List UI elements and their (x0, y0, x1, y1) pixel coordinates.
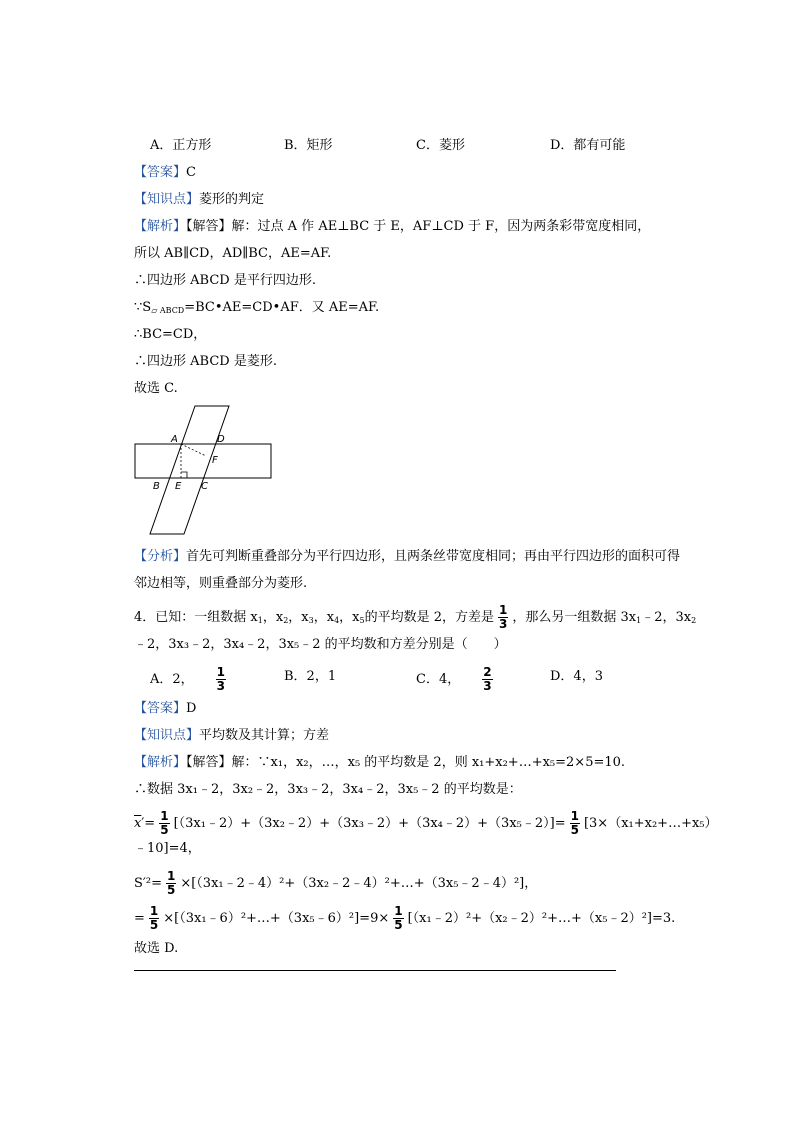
rhombus-figure (134, 404, 274, 536)
horizontal-strip (135, 444, 271, 478)
q3-solution-line: ∴四边形 ABCD 是菱形. (134, 354, 277, 369)
q4-solution-line: ∴数据 3x₁﹣2，3x₂﹣2，3x₃﹣2，3x₄﹣2，3x₅﹣2 的平均数是： (134, 782, 522, 797)
label-c: C (201, 481, 208, 492)
q3-fenxi: 【分析】首先可判断重叠部分为平行四边形，且两条丝带宽度相同；再由平行四边形的面积可得 (134, 549, 681, 564)
q4-mean-line: ﹣10]=4， (134, 841, 201, 856)
option-c: C．菱形 (416, 138, 465, 153)
option-b: B．矩形 (284, 138, 333, 153)
q3-solution-line: 所以 AB∥CD，AD∥BC，AE=AF. (134, 246, 332, 261)
label-b: B (153, 481, 160, 492)
q4-variance-line: S′²= $\frac{1}{5}$ ×[（3x₁﹣2﹣4）²+（3x₂﹣2﹣4）²+…+（3x₅﹣2﹣4）²]， (134, 869, 538, 897)
q4-option-d: D．4，3 (550, 669, 603, 684)
q4-stem: 4．已知：一组数据 $x_1$，$x_2$，$x_3$，$x_4$，$x_5$的平均数是 2，方差是 $\frac{1}{3}$ ，那么另一组数据 $3x_1﹣2$，$3x_2$ (134, 603, 697, 631)
fraction: $\frac{1}{3}$ (499, 603, 508, 631)
q3-answer: 【答案】C (134, 165, 196, 180)
q3-solution-line: 故选 C. (134, 381, 178, 396)
q3-knowledge-point: 【知识点】菱形的判定 (134, 192, 265, 207)
q3-solution-line: 【解析】【解答】解：过点 A 作 AE⊥BC 于 E，AF⊥CD 于 F，因为两条彩带宽度相同， (134, 219, 651, 234)
q4-answer: 【答案】D (134, 701, 197, 716)
q4-option-c: C．4， $\frac{2}{3}$ (416, 665, 492, 693)
q4-solution-line: 【解析】【解答】解：∵x₁，x₂，…，x₅ 的平均数是 2，则 x₁+x₂+…+x₅=2×5=10. (134, 755, 626, 770)
q3-solution-line: ∴四边形 ABCD 是平行四边形. (134, 273, 316, 288)
q4-option-b: B．2，1 (284, 669, 337, 684)
label-f: F (212, 455, 218, 466)
option-d: D．都有可能 (550, 138, 626, 153)
right-angle-e (181, 472, 187, 478)
divider (134, 970, 616, 971)
q4-final: 故选 D. (134, 941, 179, 956)
q4-option-a: A．2， $\frac{1}{3}$ (150, 665, 226, 693)
label-d: D (217, 434, 225, 445)
q3-fenxi: 邻边相等，则重叠部分为菱形. (134, 576, 308, 591)
label-a: A (171, 434, 178, 445)
slanted-strip (150, 406, 229, 534)
altitude-af (181, 444, 206, 456)
q4-knowledge-point: 【知识点】平均数及其计算；方差 (134, 728, 330, 743)
label-e: E (175, 481, 182, 492)
q4-stem: ﹣2，3x₃﹣2，3x₄﹣2，3x₅﹣2 的平均数和方差分别是（ ） (134, 637, 507, 652)
q3-solution-line: ∴BC=CD， (134, 327, 207, 342)
q3-solution-line: $\because S_{▱ ABCD}=BC•AE=CD•AF$．又 AE=AF. (134, 300, 380, 315)
q4-mean-line: $\overline{x}'=$ $\frac{1}{5}$ [（3x₁﹣2）+（3x₂﹣2）+（3x₃﹣2）+（3x₄﹣2）+（3x₅﹣2）]= $\frac{1}{5}$ [3×（x₁+x₂+…+x₅） (134, 809, 718, 837)
q4-variance-line: = $\frac{1}{5}$ ×[（3x₁﹣6）²+…+（3x₅﹣6）²]=9× $\frac{1}{5}$ [（x₁﹣2）²+（x₂﹣2）²+…+（x₅﹣2）²]=3. (134, 904, 676, 932)
option-a: A．正方形 (150, 138, 212, 153)
